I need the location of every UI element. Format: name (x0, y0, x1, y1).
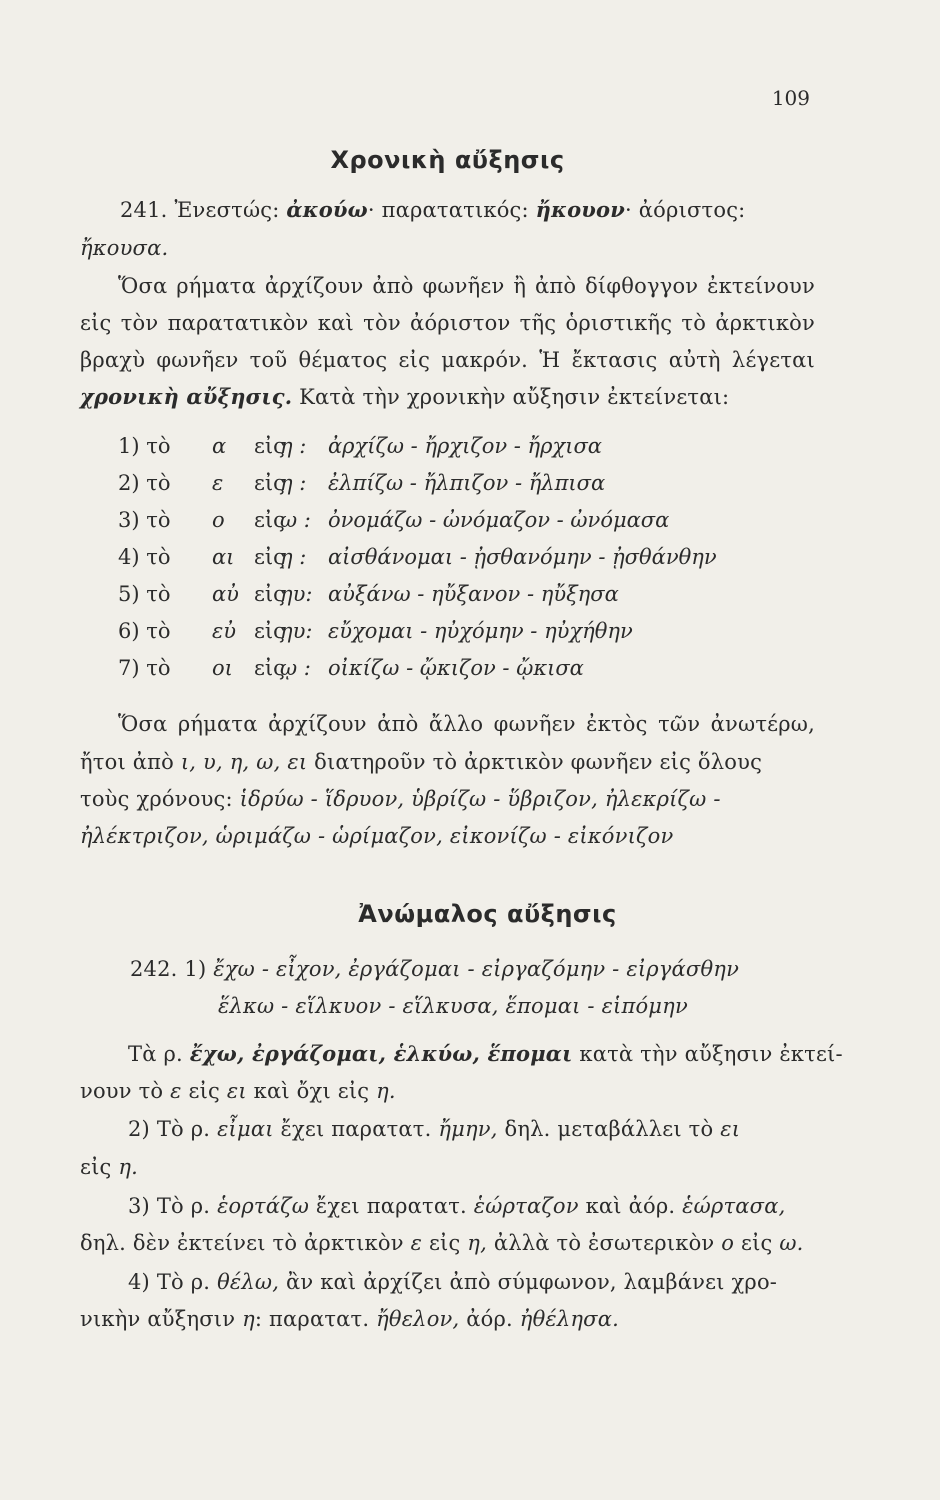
augment-row-6: 6) τὸ εὐ εἰςηυ: εὔχομαι - ηὐχόμην - ηὐχήθην (118, 619, 633, 643)
label-imperfect: · παρατατικός: (367, 198, 536, 222)
paragraph-241-line-2 (80, 234, 815, 262)
augment-row-7: 7) τὸ οι εἰςῳ : οἰκίζω - ᾤκιζον - ᾤκισα (118, 656, 584, 680)
other-vowels-line-4: ἠλέκτριζον, ὡριμάζω - ὡρίμαζον, εἰκονίζω - εἰκόνιζον (80, 824, 674, 848)
note-2-line-2: εἰς η. (80, 1155, 139, 1179)
intro-line-2: εἰς τὸν παρατατικὸν καὶ τὸν ἀόριστον τῆς ὁριστικῆς τὸ ἀρκτικὸν (80, 311, 815, 335)
augment-row-5: 5) τὸ αὐ εἰςηυ: αὐξάνω - ηὔξανον - ηὔξησα (118, 582, 619, 606)
example-imperfect: ἤκουον (535, 197, 626, 222)
paragraph-number: 241. (120, 198, 175, 222)
intro-line-3: βραχὺ φωνῆεν τοῦ θέματος εἰς μακρόν. Ἡ ἔκτασις αὐτὴ λέγεται (80, 348, 815, 372)
other-vowels-line-1: Ὅσα ρήματα ἀρχίζουν ἀπὸ ἄλλο φωνῆεν ἐκτὸς τῶν ἀνωτέρω, (118, 712, 815, 736)
intro-rest: Κατὰ τὴν χρονικὴν αὔξησιν ἐκτείνεται: (292, 385, 730, 409)
augment-row-3: 3) τὸ ο εἰςω : ὀνομάζω - ὠνόμαζον - ὠνόμασα (118, 508, 670, 532)
note-3-line-2: δηλ. δὲν ἐκτείνει τὸ ἀρκτικὸν ε εἰς η, ἀλλὰ τὸ ἐσωτερικὸν ο εἰς ω. (80, 1231, 804, 1255)
note-a-line-2: νουν τὸ ε εἰς ει καὶ ὄχι εἰς η. (80, 1079, 396, 1103)
intro-line-1: Ὅσα ρήματα ἀρχίζουν ἀπὸ φωνῆεν ἢ ἀπὸ δίφθογγον ἐκτείνουν (118, 274, 815, 298)
other-vowels-line-3: τοὺς χρόνους: ἱδρύω - ἵδρυον, ὑβρίζω - ὕβριζον, ἠλεκρίζω - (80, 787, 721, 811)
paragraph-241-line-1 (120, 196, 815, 224)
label-aorist: · ἀόριστος: (625, 198, 746, 222)
augment-row-1: 1) τὸ α εἰςη : ἀρχίζω - ἤρχιζον - ἤρχισα (118, 434, 602, 458)
section-title-chronic-augment: Χρονικὴ αὔξησις (330, 146, 565, 174)
paragraph-242-line-2: ἕλκω - εἵλκυον - εἵλκυσα, ἕπομαι - εἱπόμην (218, 994, 688, 1018)
page-number: 109 (771, 86, 810, 110)
augment-row-2: 2) τὸ ε εἰςη : ἐλπίζω - ἤλπιζον - ἤλπισα (118, 471, 606, 495)
note-4-line-1: 4) Τὸ ρ. θέλω, ἂν καὶ ἀρχίζει ἀπὸ σύμφωνον, λαμβάνει χρο- (128, 1270, 778, 1294)
example-present: ἀκούω (286, 197, 368, 222)
paragraph-242-line-1: 242. 1) ἔχω - εἶχον, ἐργάζομαι - εἰργαζόμην - εἰργάσθην (130, 957, 740, 981)
note-a-line-1: Τὰ ρ. ἔχω, ἐργάζομαι, ἑλκύω, ἕπομαι κατὰ τὴν αὔξησιν ἐκτεί- (128, 1041, 843, 1066)
note-4-line-2: νικὴν αὔξησιν η: παρατατ. ἤθελον, ἀόρ. ἠθέλησα. (80, 1307, 619, 1331)
example-aorist: ἤκουσα. (80, 236, 169, 260)
note-2-line-1: 2) Τὸ ρ. εἶμαι ἔχει παρατατ. ἤμην, δηλ. μεταβάλλει τὸ ει (128, 1117, 741, 1141)
section-title-irregular-augment: Ἀνώμαλος αὔξησις (358, 900, 617, 928)
term-chronic-augment: χρονικὴ αὔξησις. (80, 384, 293, 409)
label-present: Ἐνεστώς: (174, 198, 287, 222)
note-3-line-1: 3) Τὸ ρ. ἑορτάζω ἔχει παρατατ. ἑώρταζον καὶ ἀόρ. ἑώρτασα, (128, 1194, 786, 1218)
augment-row-4: 4) τὸ αι εἰςῃ : αἰσθάνομαι - ᾐσθανόμην - ᾐσθάνθην (118, 545, 717, 569)
other-vowels-line-2: ἤτοι ἀπὸ ι, υ, η, ω, ει διατηροῦν τὸ ἀρκτικὸν φωνῆεν εἰς ὅλους (80, 750, 763, 774)
intro-line-4 (80, 383, 815, 411)
